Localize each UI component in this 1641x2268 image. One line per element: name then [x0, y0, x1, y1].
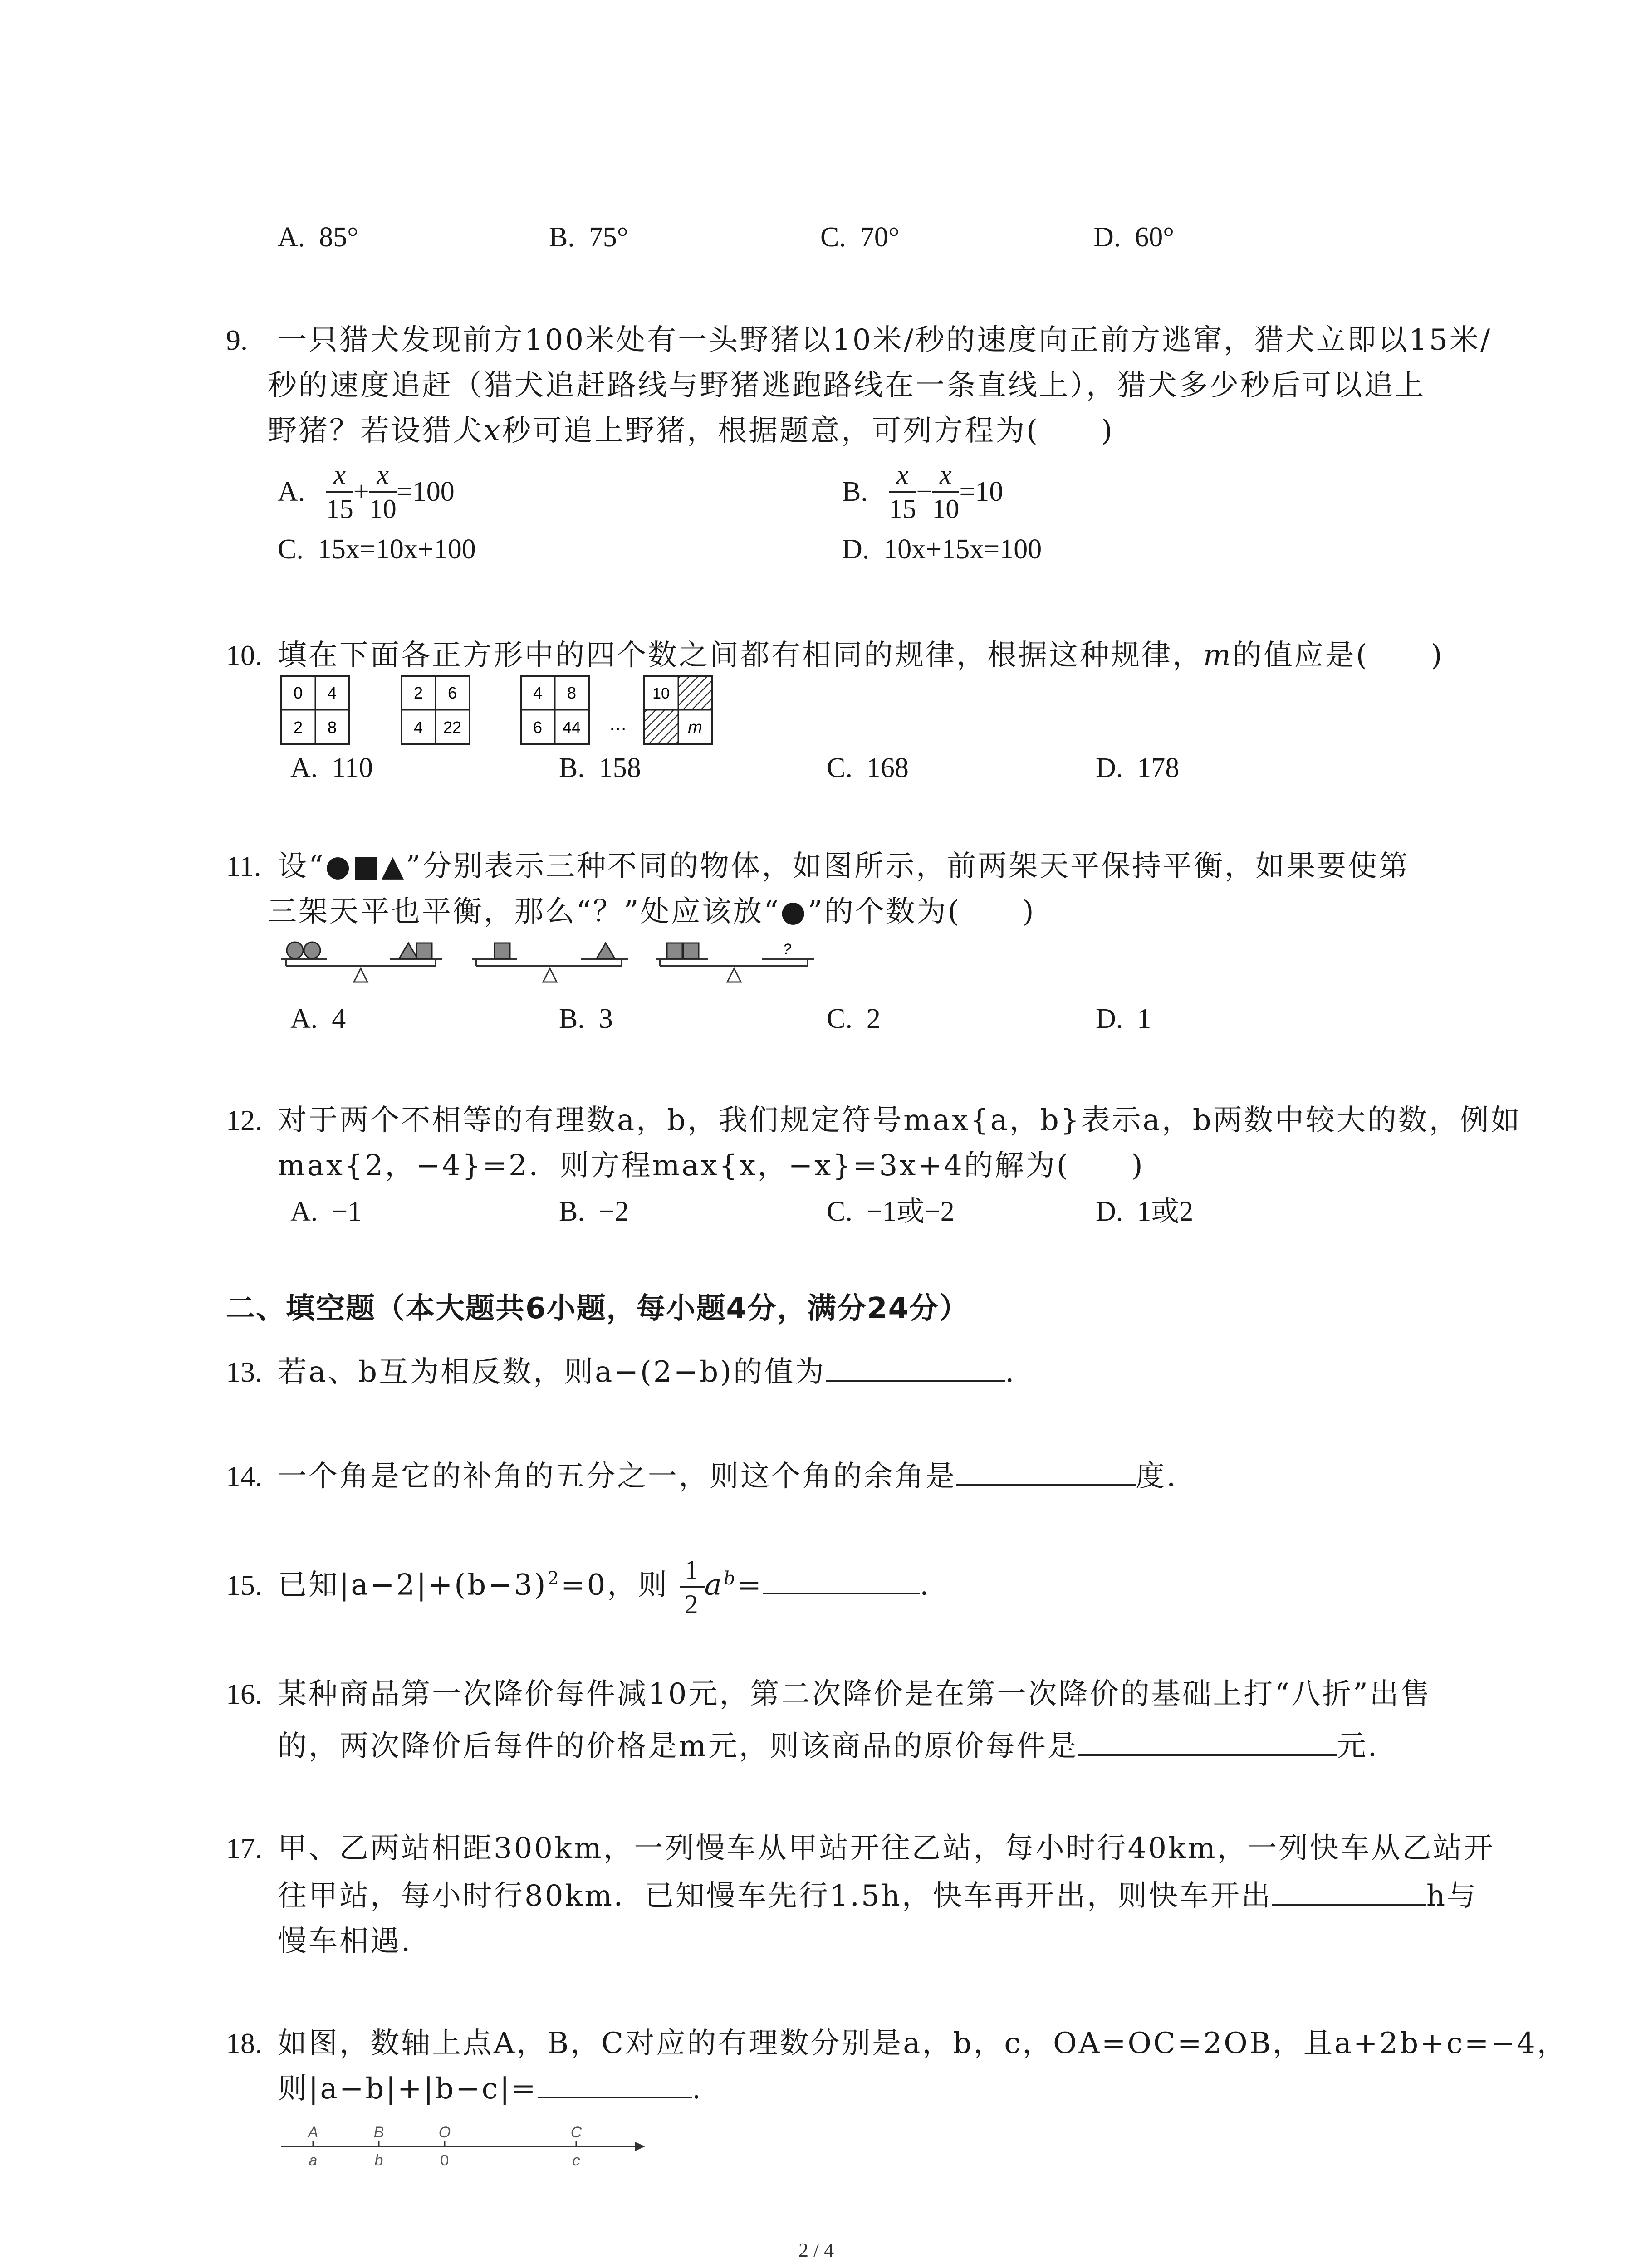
q16-line2 [278, 1724, 1379, 1769]
q9-line3 [268, 408, 1114, 454]
grid-cell: 10 [652, 685, 670, 702]
q18-line2-text-b: . [691, 2072, 703, 2106]
q17-number: 17. [226, 1832, 262, 1864]
q15-text-a: 已知|a−2|+(b−3) [278, 1568, 548, 1602]
option-value: 15x=10x+100 [317, 534, 476, 565]
q13-text-b: . [1005, 1355, 1016, 1389]
option-label: A. [290, 1003, 318, 1034]
option-value: 3 [598, 1003, 613, 1034]
option-value: 85° [319, 222, 359, 253]
q12-option-b [559, 1198, 629, 1226]
option-value: 2 [866, 1003, 881, 1034]
operator: − [916, 476, 932, 507]
number-line-figure [277, 2118, 649, 2182]
point-label: C [570, 2124, 582, 2141]
option-label: B. [559, 1196, 585, 1227]
point-value: b [374, 2152, 383, 2169]
denominator: 10 [369, 494, 397, 524]
triangle-icon [597, 943, 615, 958]
q16-line2-text-a: 的，两次降价后每件的价格是m元，则该商品的原价每件是 [278, 1730, 1078, 1763]
ellipsis: … [609, 714, 627, 734]
q9-option-c [278, 535, 476, 563]
grid-cell: 6 [533, 718, 543, 737]
option-label: B. [549, 222, 575, 253]
point-label: A [308, 2124, 318, 2141]
q15-text-b: =0，则 [560, 1568, 669, 1602]
exponent [724, 1568, 737, 1589]
right-hand-side: =100 [396, 476, 455, 507]
denominator: 2 [684, 1589, 700, 1619]
denominator: 15 [326, 494, 353, 524]
option-label: B. [559, 753, 585, 783]
q11-option-b [559, 1005, 613, 1033]
answer-blank[interactable] [1272, 1900, 1426, 1906]
q11-option-d [1096, 1005, 1151, 1033]
q10-option-c [827, 754, 909, 782]
grid-cell: 4 [533, 684, 543, 702]
q17-line2 [278, 1873, 1478, 1919]
q11-line2: 三架天平也平衡，那么“？”处应该放“●”的个数为( ) [268, 895, 1036, 929]
option-value: −1或−2 [866, 1196, 955, 1227]
q9-option-d [842, 535, 1042, 563]
option-value: 4 [332, 1003, 346, 1034]
q10-option-a [290, 754, 373, 782]
option-label: A. [278, 222, 305, 253]
grid-cell: 4 [327, 684, 337, 702]
grid-cell: 44 [562, 718, 581, 737]
balance-1 [281, 942, 442, 982]
right-hand-side: =10 [959, 476, 1004, 507]
option-value: 1或2 [1137, 1196, 1194, 1227]
option-value: 110 [332, 753, 373, 783]
point-value: c [572, 2152, 580, 2169]
section-heading: 二、填空题（本大题共6小题，每小题4分，满分24分） [226, 1292, 970, 1325]
q10-text-a: 填在下面各正方形中的四个数之间都有相同的规律，根据这种规律， [278, 639, 1203, 672]
q12-option-a [290, 1198, 362, 1226]
q12-option-d [1096, 1198, 1193, 1226]
q15-text-c: . [920, 1568, 931, 1602]
q13-text [278, 1349, 1016, 1395]
answer-blank[interactable] [1078, 1750, 1337, 1756]
option-value: 75° [588, 222, 628, 253]
point-label: B [373, 2124, 384, 2141]
q18-line2 [278, 2066, 703, 2112]
q11-balance-figure [272, 932, 862, 1000]
square-icon [667, 943, 682, 958]
numerator: x [896, 459, 909, 489]
axis-arrow-icon [635, 2142, 645, 2151]
grid-cell: 4 [413, 718, 423, 737]
q8-option-c [820, 223, 900, 251]
numerator: x [377, 459, 389, 489]
answer-blank[interactable] [538, 2093, 692, 2098]
q12-line1: 对于两个不相等的有理数a，b，我们规定符号max{a，b}表示a，b两数中较大的数，例如 [278, 1104, 1522, 1137]
question-mark: ? [783, 941, 791, 957]
numerator: x [333, 459, 346, 489]
q18-line1: 如图，数轴上点A，B，C对应的有理数分别是a，b，c，OA=OC=2OB，且a+2b+c=−4， [278, 2027, 1568, 2060]
option-label: D. [1096, 1003, 1123, 1034]
q9-number: 9. [226, 324, 248, 356]
q12-line2: max{2，−4}=2．则方程max{x，−x}=3x+4的解为( ) [278, 1149, 1145, 1183]
q8-option-d [1093, 223, 1174, 251]
option-label: C. [827, 753, 852, 783]
option-value: 178 [1137, 753, 1180, 783]
q18-number: 18. [226, 2027, 262, 2059]
grid-4 [644, 676, 712, 744]
q18-line2-text-a: 则|a−b|+|b−c|= [278, 2072, 538, 2106]
grid-2 [402, 676, 470, 744]
q10-text-b: 的值应是( ) [1232, 639, 1444, 672]
q17-line2-text-b: h与 [1426, 1879, 1478, 1913]
equals-sign: = [737, 1568, 764, 1602]
denominator: 10 [932, 494, 960, 524]
q13-text-a: 若a、b互为相反数，则a−(2−b)的值为 [278, 1355, 826, 1389]
base-variable: a [704, 1568, 724, 1602]
fraction [326, 458, 353, 525]
q13-number: 13. [226, 1356, 262, 1388]
q8-option-b [549, 223, 628, 251]
grid-cell: 8 [327, 718, 337, 737]
answer-blank[interactable] [763, 1589, 920, 1594]
grid-3 [521, 676, 589, 744]
denominator: 15 [889, 494, 916, 524]
fraction [369, 458, 397, 525]
q10-grids-figure [272, 671, 771, 753]
point-value: 0 [440, 2152, 449, 2169]
q8-option-a [278, 223, 358, 251]
fraction [889, 458, 916, 525]
option-label: B. [559, 1003, 585, 1034]
exponent: 2 [547, 1568, 561, 1589]
fraction [932, 458, 959, 525]
q12-number: 12. [226, 1104, 262, 1136]
exponent-variable: b [723, 1568, 737, 1589]
circle-icon [304, 942, 320, 958]
option-label: C. [827, 1196, 852, 1227]
q10-variable: m [1203, 639, 1233, 672]
grid-cell: 0 [293, 684, 303, 702]
q14-text-a: 一个角是它的补角的五分之一，则这个角的余角是 [278, 1460, 956, 1493]
option-label: A. [290, 753, 318, 783]
balance-3 [656, 941, 814, 982]
q17-line3: 慢车相遇. [278, 1925, 412, 1958]
answer-blank[interactable] [956, 1481, 1136, 1486]
q16-line2-text-b: 元. [1337, 1730, 1379, 1763]
option-label: B. [842, 476, 868, 507]
q17-line1: 甲、乙两站相距300km，一列慢车从甲站开往乙站，每小时行40km，一列快车从乙站开 [278, 1832, 1495, 1865]
grid-cell-m: m [688, 718, 702, 737]
square-icon [416, 943, 432, 958]
q9-option-b [842, 458, 1003, 525]
option-label: A. [290, 1196, 318, 1227]
square-icon [495, 943, 510, 958]
q11-number: 11. [226, 850, 261, 882]
balance-2 [472, 943, 628, 982]
q10-option-b [559, 754, 641, 782]
grid-1 [281, 676, 349, 744]
square-icon [683, 943, 699, 958]
q16-line1: 某种商品第一次降价每件减10元，第二次降价是在第一次降价的基础上打“八折”出售 [278, 1677, 1431, 1711]
q15-number: 15. [226, 1569, 262, 1601]
option-label: C. [278, 534, 304, 565]
point-label: O [438, 2124, 451, 2141]
option-value: 10x+15x=100 [883, 534, 1042, 565]
option-value: 70° [860, 222, 900, 253]
page-number: 2 / 4 [798, 2239, 834, 2261]
q9-option-a [278, 458, 455, 525]
q10-option-d [1096, 754, 1179, 782]
q9-line3-text-b: 秒可追上野猪，根据题意，可列方程为( ) [502, 414, 1115, 448]
q9-line1: 一只猎犬发现前方100米处有一头野猪以10米/秒的速度向正前方逃窜，猎犬立即以15米/ [278, 323, 1492, 357]
operator: + [353, 476, 369, 507]
q11-option-c [827, 1005, 881, 1033]
option-value: 158 [598, 753, 641, 783]
q15-text [278, 1542, 931, 1621]
option-value: −2 [598, 1196, 629, 1227]
fulcrum-icon [354, 968, 367, 982]
option-label: C. [827, 1003, 852, 1034]
option-label: C. [820, 222, 846, 253]
q12-option-c [827, 1198, 955, 1226]
q9-variable: x [484, 414, 502, 448]
answer-blank[interactable] [826, 1376, 1005, 1382]
q14-text-b: 度. [1136, 1460, 1178, 1493]
fraction-one-half [680, 1554, 705, 1621]
option-value: 1 [1137, 1003, 1151, 1034]
grid-cell: 22 [443, 718, 462, 737]
option-label: A. [278, 476, 305, 507]
grid-cell: 2 [293, 718, 303, 737]
q9-line3-text-a: 野猪？若设猎犬 [268, 414, 484, 448]
circle-icon [287, 942, 303, 958]
grid-cell: 6 [447, 684, 457, 702]
q16-number: 16. [226, 1678, 262, 1710]
option-label: D. [1096, 1196, 1123, 1227]
point-value: a [309, 2152, 318, 2169]
q17-line2-text-a: 往甲站，每小时行80km．已知慢车先行1.5h，快车再开出，则快车开出 [278, 1879, 1272, 1913]
option-value: 168 [866, 753, 909, 783]
q14-text [278, 1454, 1177, 1499]
triangle-icon [399, 943, 417, 958]
option-label: D. [1096, 753, 1123, 783]
numerator: 1 [680, 1554, 705, 1588]
option-value: 60° [1135, 222, 1175, 253]
option-label: D. [842, 534, 870, 565]
numerator: x [940, 459, 952, 489]
q11-option-a [290, 1005, 346, 1033]
q11-line1: 设“●■▲”分别表示三种不同的物体，如图所示，前两架天平保持平衡，如果要使第 [278, 850, 1410, 883]
grid-cell: 2 [413, 684, 423, 702]
q14-number: 14. [226, 1460, 262, 1492]
q9-line2: 秒的速度追赶（猎犬追赶路线与野猪逃跑路线在一条直线上），猎犬多少秒后可以追上 [268, 369, 1425, 402]
fulcrum-icon [727, 968, 741, 982]
option-label: D. [1093, 222, 1121, 253]
grid-cell: 8 [567, 684, 577, 702]
option-value: −1 [332, 1196, 362, 1227]
q10-number: 10. [226, 639, 262, 671]
fulcrum-icon [543, 968, 557, 982]
